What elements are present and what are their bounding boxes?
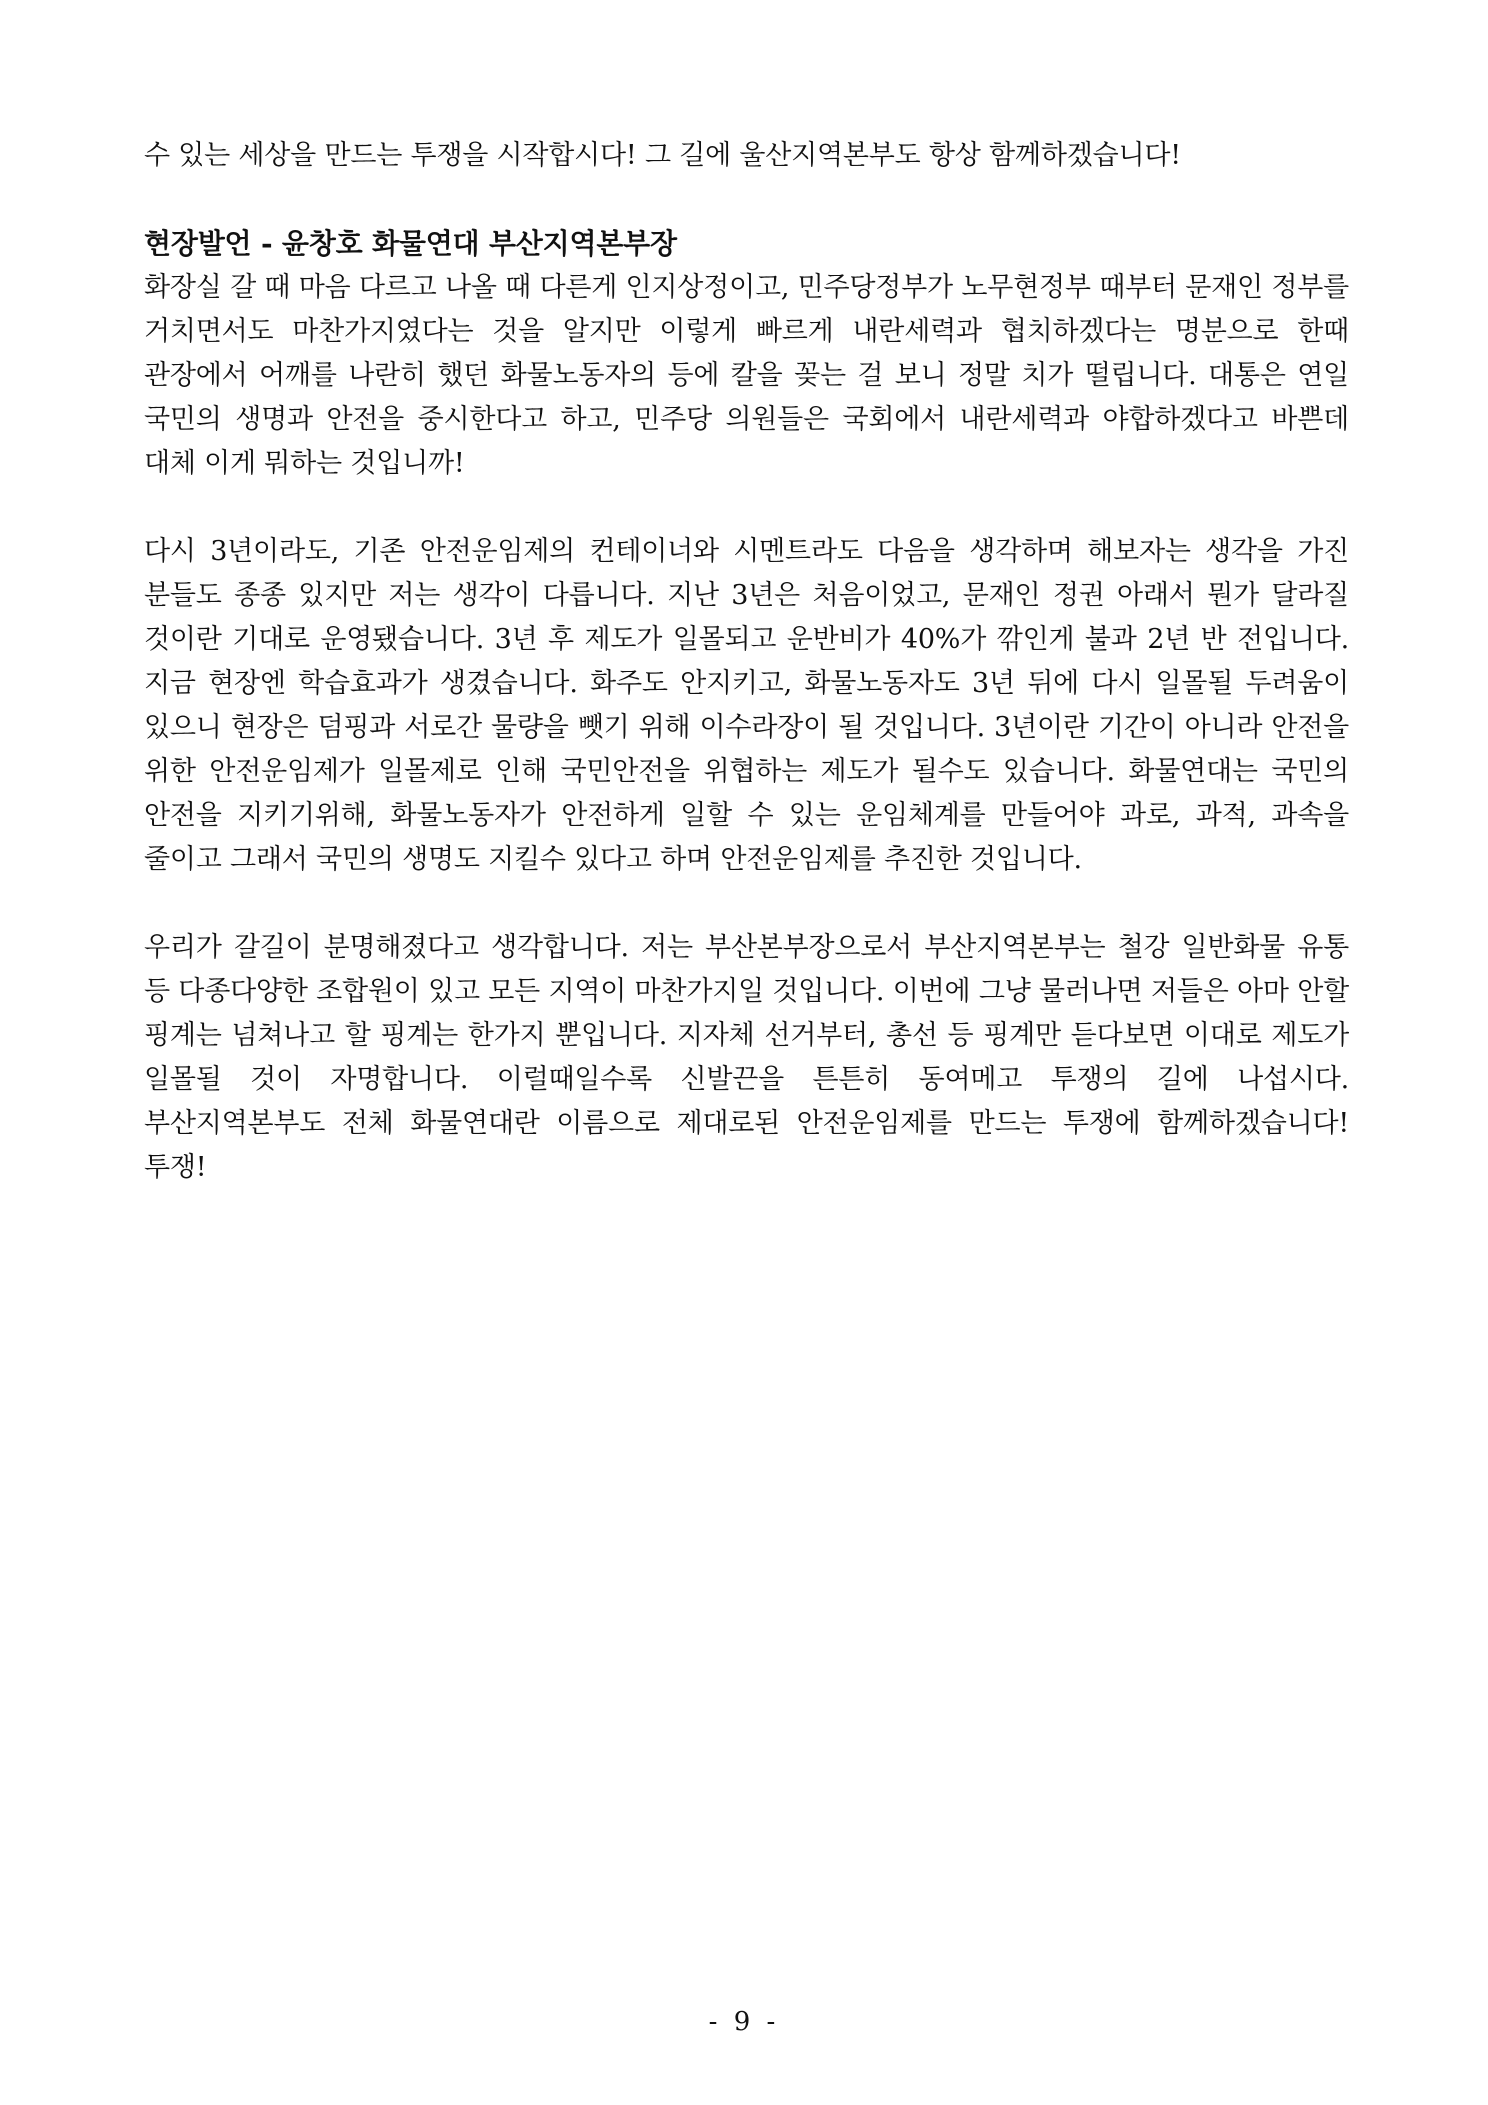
body-paragraph-1: 화장실 갈 때 마음 다르고 나올 때 다른게 인지상정이고, 민주당정부가 노무현정부 때부터 문재인 정부를 거치면서도 마찬가지였다는 것을 알지만 이렇게 빠르게 내란세력과 협치하겠다는 명분으로 한때 관장에서 어깨를 나란히 했던 화물노동자의 등에 칼을 꽂는 걸 보니 정말 치가 떨립니다. 대통은 연일 국민의 생명과 안전을 중시한다고 하고, 민주당 의원들은 국회에서 내란세력과 야합하겠다고 바쁜데 대체 이게 뭐하는 것입니까!: [144, 272, 1349, 479]
page-number: - 9 -: [708, 2007, 780, 2037]
body-paragraph-2: 다시 3년이라도, 기존 안전운임제의 컨테이너와 시멘트라도 다음을 생각하며 해보자는 생각을 가진 분들도 종종 있지만 저는 생각이 다릅니다. 지난 3년은 처음이었고, 문재인 정권 아래서 뭔가 달라질 것이란 기대로 운영됐습니다. 3년 후 제도가 일몰되고 운반비가 40%가 깎인게 불과 2년 반 전입니다. 지금 현장엔 학습효과가 생겼습니다. 화주도 안지키고, 화물노동자도 3년 뒤에 다시 일몰될 두려움이 있으니 현장은 덤핑과 서로간 물량을 뺏기 위해 이수라장이 될 것입니다. 3년이란 기간이 아니라 안전을 위한 안전운임제가 일몰제로 인해 국민안전을 위협하는 제도가 될수도 있습니다. 화물연대는 국민의 안전을 지키기위해, 화물노동자가 안전하게 일할 수 있는 운임체계를 만들어야 과로, 과적, 과속을 줄이고 그래서 국민의 생명도 지킬수 있다고 하며 안전운임제를 추진한 것입니다.: [144, 536, 1349, 875]
section-heading: 현장발언 - 윤창호 화물연대 부산지역본부장: [144, 227, 677, 260]
page-body: [144, 134, 1349, 1190]
lead-paragraph: 수 있는 세상을 만드는 투쟁을 시작합시다! 그 길에 울산지역본부도 항상 함께하겠습니다!: [144, 140, 1181, 171]
body-paragraph-3: 우리가 갈길이 분명해졌다고 생각합니다. 저는 부산본부장으로서 부산지역본부는 철강 일반화물 유통 등 다종다양한 조합원이 있고 모든 지역이 마찬가지일 것입니다. 이번에 그냥 물러나면 저들은 아마 안할 핑계는 넘쳐나고 할 핑계는 한가지 뿐입니다. 지자체 선거부터, 총선 등 핑계만 듣다보면 이대로 제도가 일몰될 것이 자명합니다. 이럴때일수록 신발끈을 튼튼히 동여메고 투쟁의 길에 나섭시다. 부산지역본부도 전체 화물연대란 이름으로 제대로된 안전운임제를 만드는 투쟁에 함께하겠습니다! 투쟁!: [144, 932, 1349, 1183]
